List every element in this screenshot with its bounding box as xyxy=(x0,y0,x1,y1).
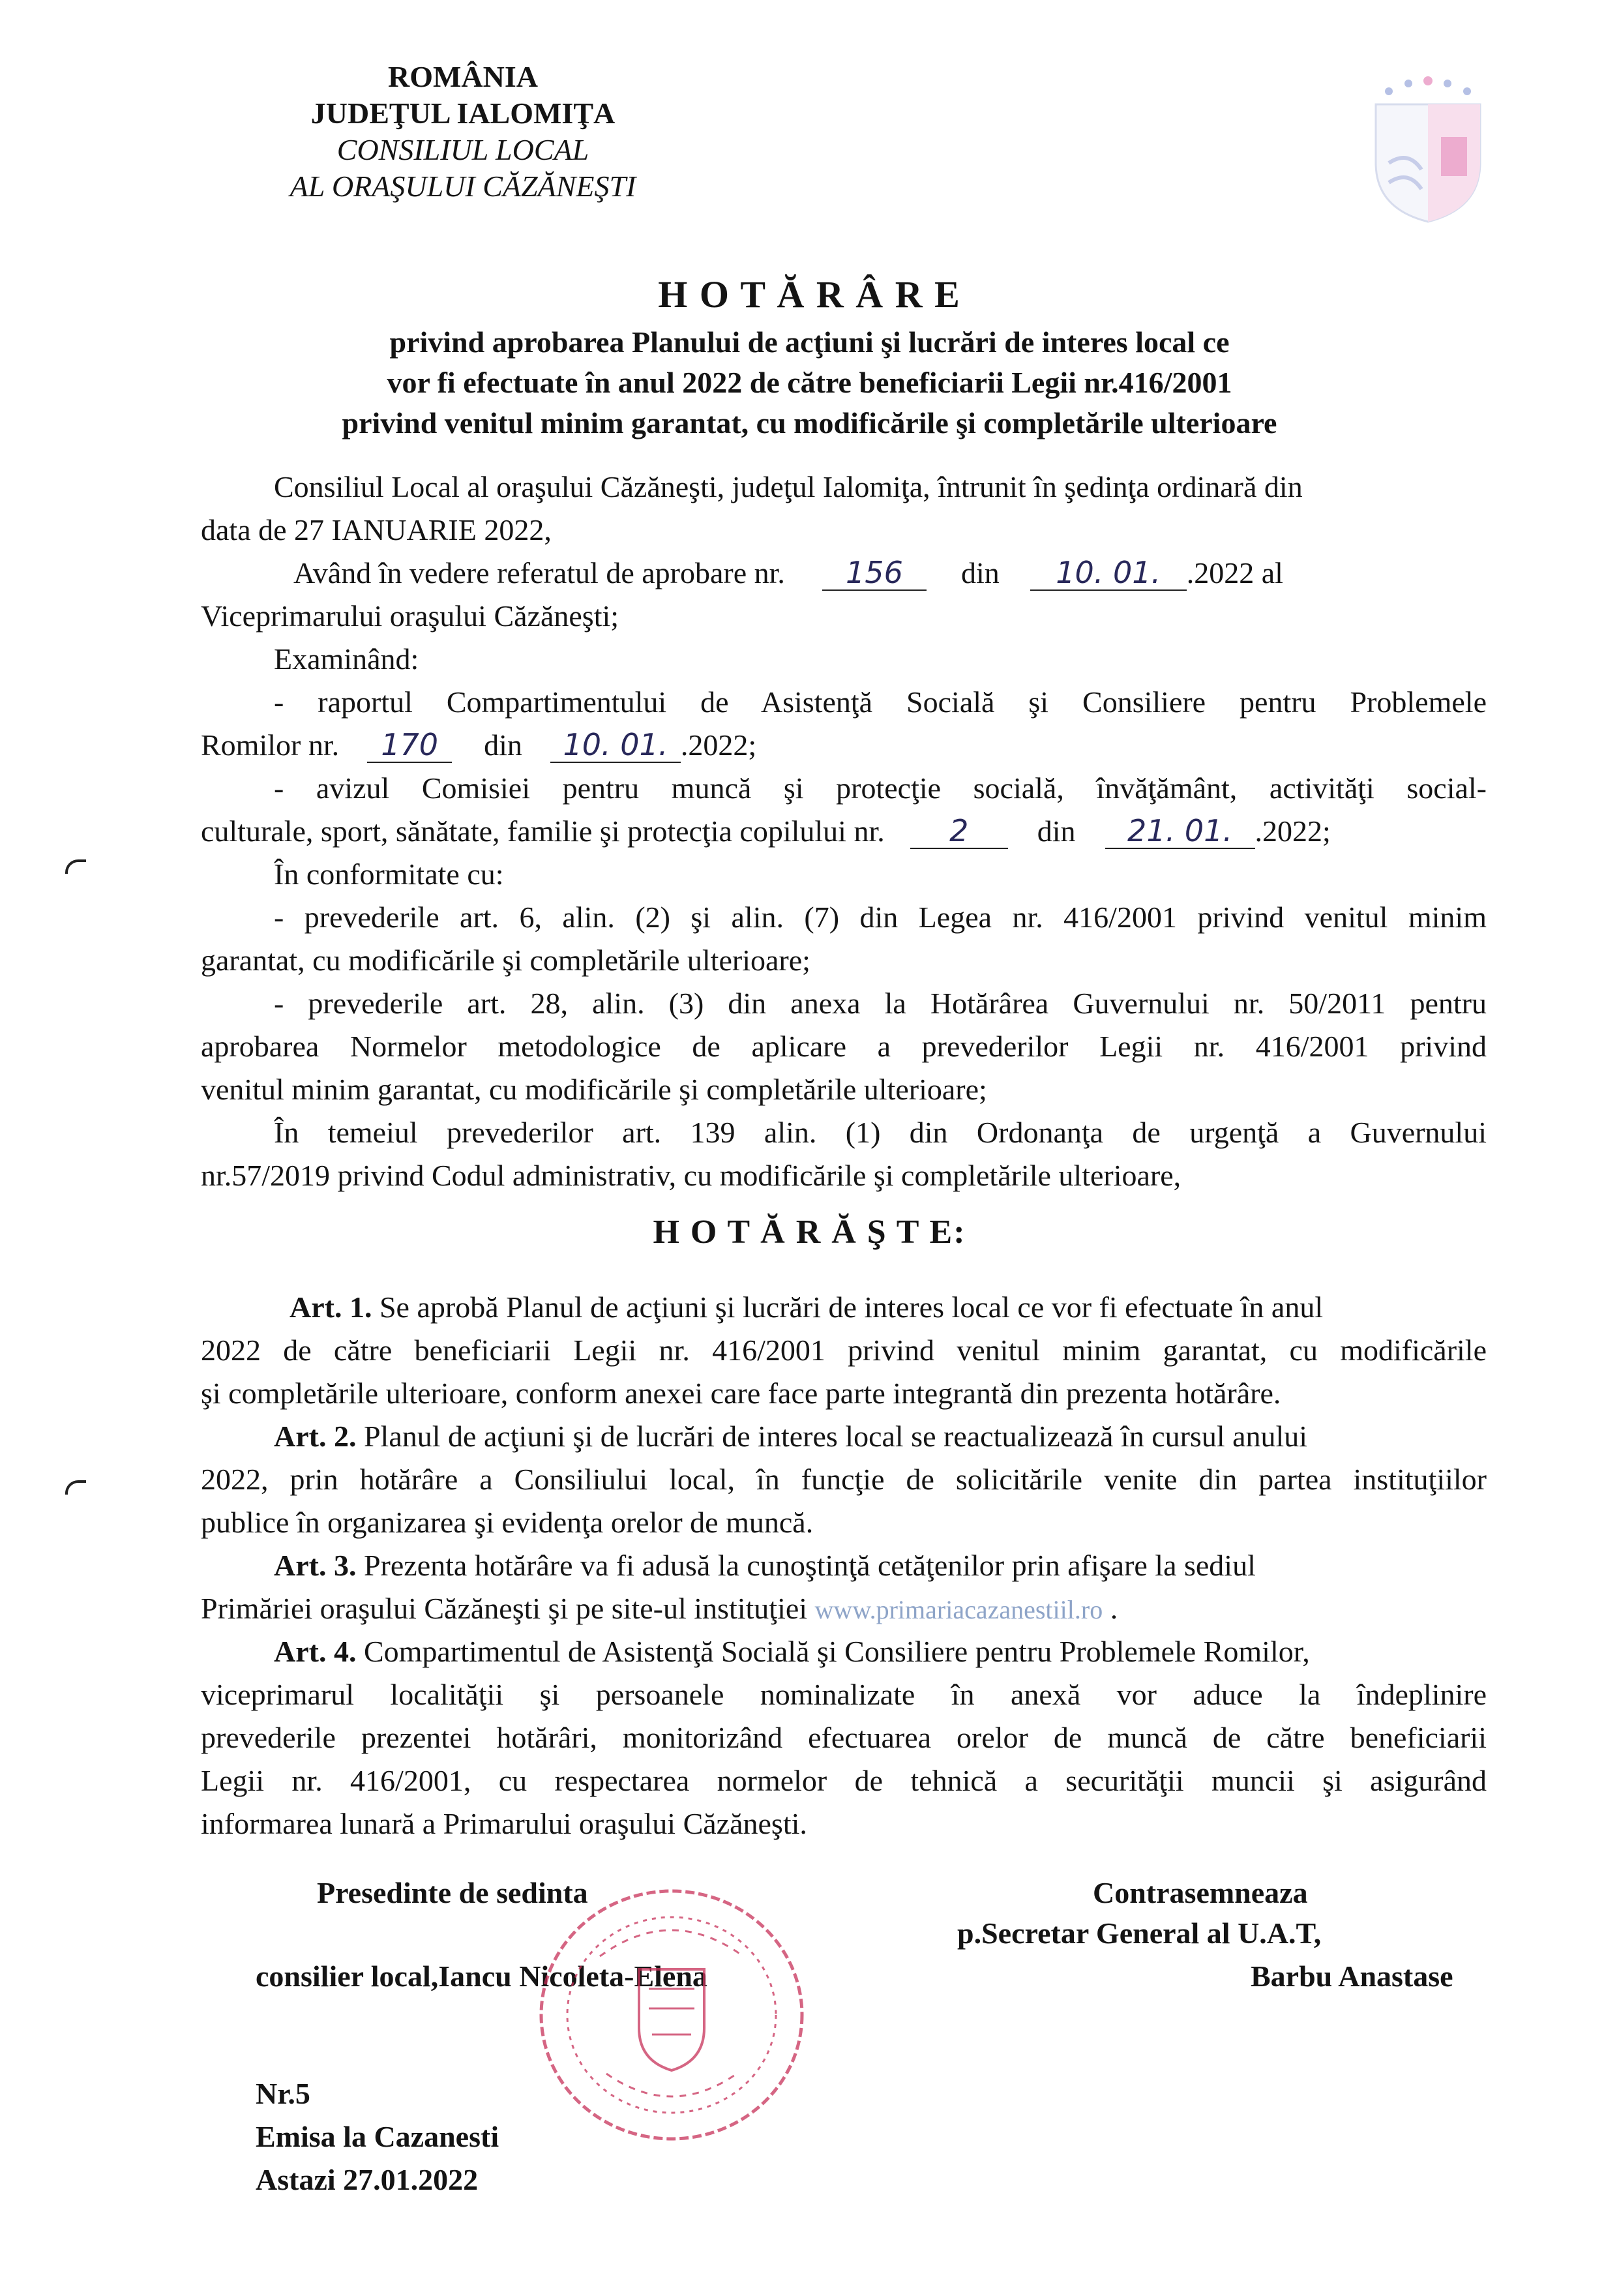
website-link[interactable]: www.primariacazanestiil.ro xyxy=(814,1595,1103,1624)
header-county: JUDEŢUL IALOMIŢA xyxy=(310,97,616,130)
article-text: publice în organizarea şi evidenţa orelor de muncă. xyxy=(201,1506,814,1539)
punch-mark xyxy=(65,859,86,874)
handwritten-date: 21. 01. xyxy=(1127,813,1232,848)
article-text: 2022 de către beneficiarii Legii nr. 416/2001 privind venitul minim garantat, cu modificările xyxy=(201,1334,1487,1367)
referat-number-field xyxy=(822,556,927,591)
preamble-text: Viceprimarului oraşului Căzăneşti; xyxy=(201,599,619,633)
footer-number: Nr.5 xyxy=(256,2077,310,2110)
preamble-text: din xyxy=(484,728,522,762)
preamble-text: - avizul Comisiei pentru muncă şi protecţie socială, învăţământ, activităţi social- xyxy=(274,771,1487,805)
header xyxy=(176,59,750,205)
subtitle-line: privind venitul minim garantat, cu modificările şi completările ulterioare xyxy=(342,406,1277,440)
preamble-text: În conformitate cu: xyxy=(274,857,504,891)
preamble-text: Având în vedere referatul de aprobare nr. xyxy=(293,556,785,589)
preamble-text: data de 27 IANUARIE 2022, xyxy=(201,513,552,546)
aviz-number-field xyxy=(910,814,1008,849)
preamble-text: aprobarea Normelor metodologice de aplicare a prevederilor Legii nr. 416/2001 privind xyxy=(201,1030,1487,1063)
article-label: Art. 1. xyxy=(290,1290,372,1324)
header-council-line2: AL ORAŞULUI CĂZĂNEŞTI xyxy=(290,170,636,203)
handwritten-number: 2 xyxy=(949,813,969,848)
preamble-aviz xyxy=(201,810,1331,853)
preamble-text: .2022; xyxy=(680,728,757,762)
article-text: 2022, prin hotărâre a Consiliului local, în funcţie de solicitările venite din partea instituţiilor xyxy=(201,1463,1487,1496)
preamble-text: - raportul Compartimentului de Asistenţă Socială şi Consiliere pentru Problemele xyxy=(274,685,1487,719)
footer-issued-at: Emisa la Cazanesti xyxy=(256,2120,499,2153)
handwritten-number: 170 xyxy=(381,727,439,762)
article-text: Legii nr. 416/2001, cu respectarea normelor de tehnică a securităţii muncii şi asigurând xyxy=(201,1764,1487,1797)
document-subtitle xyxy=(0,322,1619,443)
article-text: Compartimentul de Asistenţă Socială şi Consiliere pentru Problemele Romilor, xyxy=(356,1635,1310,1668)
document-title: H O T Ă R Â R E xyxy=(658,273,961,316)
preamble-text: Romilor nr. xyxy=(201,728,340,762)
left-signature-title: Presedinte de sedinta xyxy=(317,1876,588,1909)
header-country: ROMÂNIA xyxy=(388,60,538,93)
article-1-line xyxy=(290,1286,1323,1329)
article-text: viceprimarul localităţii şi persoanele nominalizate în anexă vor aduce la îndeplinire xyxy=(201,1678,1487,1711)
preamble-text: nr.57/2019 privind Codul administrativ, cu modificările şi completările ulterioare, xyxy=(201,1159,1181,1192)
article-3-line2 xyxy=(201,1587,1118,1632)
preamble-text: Consiliul Local al oraşului Căzăneşti, judeţul Ialomiţa, întrunit în şedinţa ordinară din xyxy=(274,470,1303,503)
preamble-text: .2022; xyxy=(1255,814,1331,848)
preamble-text: culturale, sport, sănătate, familie şi protecţia copilului nr. xyxy=(201,814,885,848)
header-council-line1: CONSILIUL LOCAL xyxy=(336,133,589,166)
article-label: Art. 2. xyxy=(274,1420,357,1453)
article-text: Primăriei oraşului Căzăneşti şi pe site-ul instituţiei xyxy=(201,1592,808,1625)
preamble-text: venitul minim garantat, cu modificările şi completările ulterioare; xyxy=(201,1073,987,1106)
article-label: Art. 4. xyxy=(274,1635,357,1668)
handwritten-number: 156 xyxy=(846,555,903,590)
article-2-line xyxy=(274,1415,1307,1458)
right-signature-name: Barbu Anastase xyxy=(1251,1960,1453,1993)
article-text: prevederile prezentei hotărâri, monitorizând efectuarea orelor de muncă de către beneficiarii xyxy=(201,1721,1487,1754)
subtitle-line: privind aprobarea Planului de acţiuni şi lucrări de interes local ce xyxy=(389,325,1230,359)
right-signature-role: p.Secretar General al U.A.T, xyxy=(957,1916,1322,1950)
article-text: . xyxy=(1103,1592,1118,1625)
left-signature-name: consilier local,Iancu Nicoleta-Elena xyxy=(256,1960,707,1993)
raport-date-field xyxy=(550,728,681,763)
subtitle-line: vor fi efectuate în anul 2022 de către beneficiarii Legii nr.416/2001 xyxy=(387,366,1232,399)
preamble-text: În temeiul prevederilor art. 139 alin. (1) din Ordonanţa de urgenţă a Guvernului xyxy=(274,1116,1487,1149)
coat-of-arms-icon xyxy=(1350,65,1506,228)
article-label: Art. 3. xyxy=(274,1549,357,1582)
preamble-referat xyxy=(293,552,1487,595)
preamble-text: .2022 al xyxy=(1186,556,1283,589)
article-4-line xyxy=(274,1630,1310,1673)
preamble-raport xyxy=(201,724,756,767)
preamble-text: din xyxy=(960,556,1000,589)
preamble-text: Examinând: xyxy=(274,642,419,676)
referat-date-field xyxy=(1030,556,1187,591)
footer-date: Astazi 27.01.2022 xyxy=(256,2163,479,2196)
official-stamp-icon xyxy=(528,1878,815,2152)
article-text: Planul de acţiuni şi de lucrări de interes local se reactualizează în cursul anului xyxy=(356,1420,1308,1453)
article-text: şi completările ulterioare, conform anexei care face parte integrantă din prezenta hotărâre. xyxy=(201,1377,1281,1410)
punch-mark xyxy=(65,1480,86,1495)
raport-number-field xyxy=(367,728,452,763)
preamble-text: din xyxy=(1037,814,1076,848)
right-signature-title: Contrasemneaza xyxy=(1093,1876,1308,1909)
article-text: Se aprobă Planul de acţiuni şi lucrări de interes local ce vor fi efectuate în anul xyxy=(372,1290,1324,1324)
aviz-date-field xyxy=(1105,814,1255,849)
preamble-text: - prevederile art. 28, alin. (3) din anexa la Hotărârea Guvernului nr. 50/2011 pentru xyxy=(274,987,1487,1020)
decision-heading: H O T Ă R Ă Ş T E: xyxy=(653,1214,966,1251)
handwritten-date: 10. 01. xyxy=(1056,555,1161,590)
article-text: informarea lunară a Primarului oraşului Căzăneşti. xyxy=(201,1807,807,1840)
preamble-text: - prevederile art. 6, alin. (2) şi alin. (7) din Legea nr. 416/2001 privind venitul minim xyxy=(274,901,1487,934)
article-text: Prezenta hotărâre va fi adusă la cunoştinţă cetăţenilor prin afişare la sediul xyxy=(356,1549,1256,1582)
handwritten-date: 10. 01. xyxy=(563,727,668,762)
preamble-text: garantat, cu modificările şi completările ulterioare; xyxy=(201,944,810,977)
article-3-line xyxy=(274,1544,1256,1587)
